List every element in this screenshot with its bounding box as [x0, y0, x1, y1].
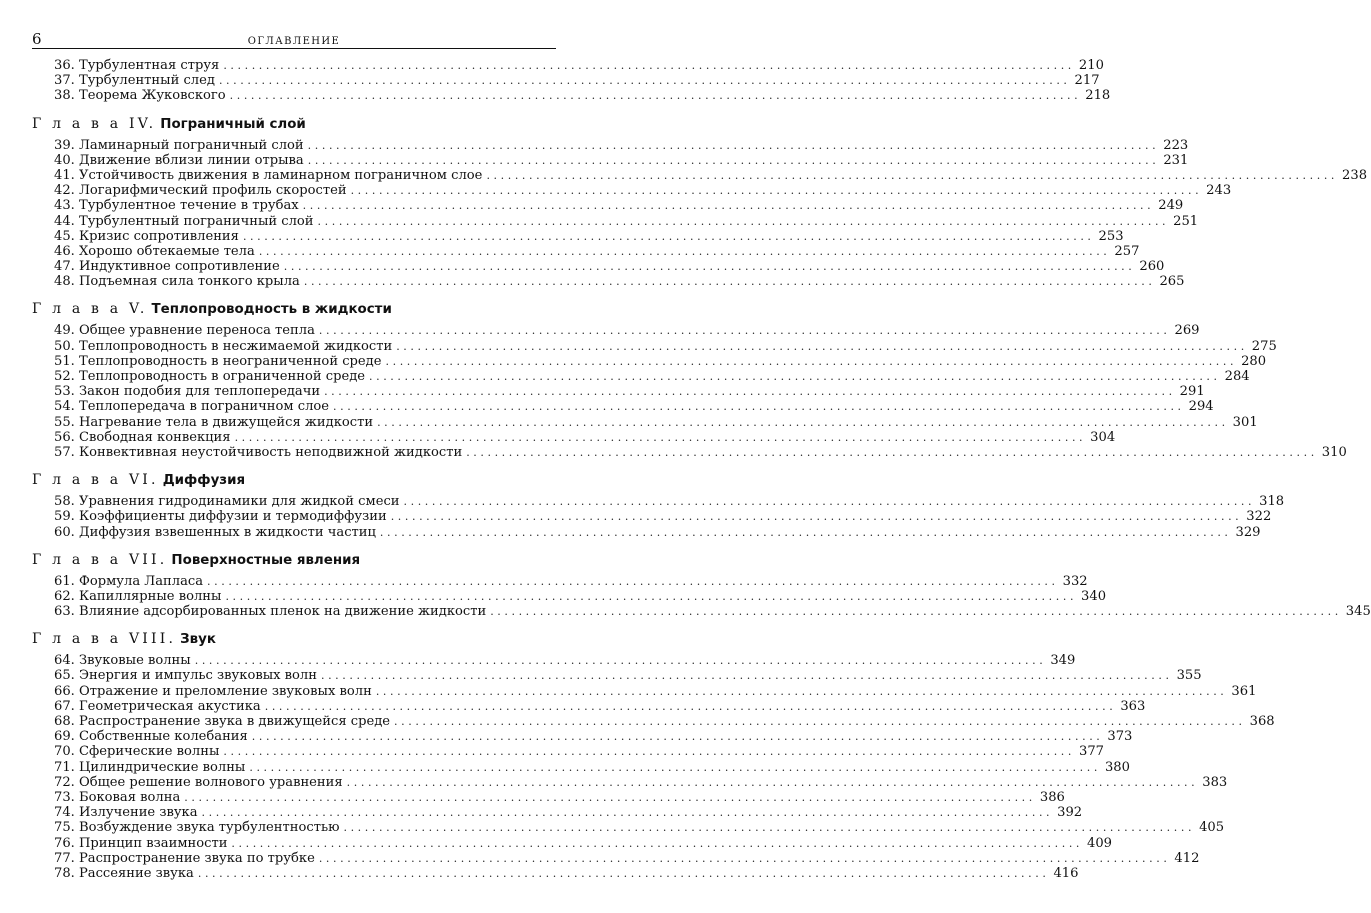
toc-entry-page: 345 [1345, 604, 1371, 620]
dot-leader: ........................................................................................................................ [225, 589, 1078, 603]
toc-entry-page: 318 [1259, 494, 1285, 510]
toc-entry[interactable] [32, 805, 1083, 821]
toc-entry[interactable] [32, 744, 1104, 760]
toc-entry-title: 37. Турбулентный след [54, 73, 215, 89]
dot-leader: ........................................................................................................................ [318, 324, 1171, 338]
toc-entry[interactable] [32, 573, 1088, 589]
dot-leader: ........................................................................................................................ [396, 339, 1248, 353]
toc-entry-title: 76. Принцип взаимности [54, 835, 228, 851]
toc-entry[interactable] [32, 353, 1267, 369]
toc-entry-page: 210 [1078, 58, 1104, 73]
dot-leader: ........................................................................................................................ [303, 275, 1156, 289]
dot-leader: ........................................................................................................................ [486, 168, 1339, 182]
toc-entry-title: 71. Цилиндрические волны [54, 759, 246, 775]
chapter-heading [32, 471, 556, 489]
toc-entry-page: 251 [1173, 213, 1199, 229]
toc-entry-title: 41. Устойчивость движения в ламинарном пограничном слое [54, 167, 483, 183]
toc-entry[interactable] [32, 274, 1185, 290]
toc-entry-page: 249 [1158, 198, 1184, 214]
dot-leader: ........................................................................................................................ [324, 385, 1176, 399]
toc-entry-title: 48. Подъемная сила тонкого крыла [54, 274, 300, 290]
toc-entry[interactable] [32, 338, 1277, 354]
toc-entry[interactable] [32, 850, 1200, 866]
dot-leader: ........................................................................................................................ [317, 214, 1170, 228]
toc-entry-title: 59. Коэффициенты диффузии и термодиффузии [54, 509, 387, 525]
dot-leader: ........................................................................................................................ [343, 821, 1196, 835]
toc-entry-page: 310 [1321, 444, 1347, 460]
dot-leader: ........................................................................................................................ [377, 415, 1229, 429]
toc-entry-title: 44. Турбулентный пограничный слой [54, 213, 314, 229]
toc-entry-page: 380 [1104, 759, 1130, 775]
toc-entry-page: 340 [1081, 588, 1107, 604]
toc-entry-page: 373 [1107, 729, 1133, 745]
toc-entry-page: 284 [1224, 369, 1250, 384]
dot-leader: ........................................................................................................................ [223, 59, 1075, 72]
dot-leader: ........................................................................................................................ [466, 445, 1318, 459]
toc-entry-page: 291 [1179, 384, 1205, 400]
toc-entry[interactable] [32, 429, 1116, 445]
toc-entry-title: 64. Звуковые волны [54, 653, 191, 669]
toc-entry-page: 280 [1241, 353, 1267, 369]
dot-leader: ........................................................................................................................ [307, 153, 1160, 167]
dot-leader: ........................................................................................................................ [197, 866, 1050, 880]
dot-leader: ........................................................................................................................ [184, 790, 1036, 804]
chapter-label: Г л а в а VIII. [32, 631, 177, 648]
toc-entry-title: 60. Диффузия взвешенных в жидкости частиц [54, 524, 376, 540]
toc-entry-title: 62. Капиллярные волны [54, 588, 222, 604]
toc-entry[interactable] [32, 444, 1347, 460]
toc-entry[interactable] [32, 714, 1275, 729]
toc-entry-title: 77. Распространение звука по трубке [54, 850, 315, 866]
toc-entry-page: 412 [1174, 850, 1200, 866]
toc-entry[interactable] [32, 198, 1184, 214]
table-of-contents [32, 58, 1371, 881]
toc-entry-page: 269 [1174, 323, 1200, 339]
dot-leader: ........................................................................................................................ [264, 699, 1117, 713]
toc-entry-title: 68. Распространение звука в движущейся среде [54, 714, 391, 729]
toc-entry-title: 61. Формула Лапласа [54, 573, 204, 589]
toc-entry[interactable] [32, 183, 1232, 199]
dot-leader: ........................................................................................................................ [194, 654, 1047, 668]
toc-entry-title: 46. Хорошо обтекаемые тела [54, 243, 255, 259]
dot-leader: ........................................................................................................................ [201, 806, 1054, 820]
toc-entry-title: 58. Уравнения гидродинамики для жидкой смеси [54, 494, 400, 510]
toc-entry[interactable] [32, 759, 1130, 775]
dot-leader: ........................................................................................................................ [234, 430, 1087, 444]
toc-entry[interactable] [32, 384, 1205, 400]
toc-entry-page: 265 [1159, 274, 1185, 290]
toc-entry-title: 38. Теорема Жуковского [54, 88, 226, 104]
toc-entry-title: 57. Конвективная неустойчивость неподвижной жидкости [54, 444, 463, 460]
toc-entry[interactable] [32, 835, 1113, 851]
toc-entry[interactable] [32, 588, 1107, 604]
toc-entry[interactable] [32, 698, 1146, 714]
toc-entry-title: 55. Нагревание тела в движущейся жидкости [54, 414, 374, 430]
toc-entry-page: 238 [1342, 167, 1368, 183]
running-title: ОГЛАВЛЕНИЕ [247, 36, 341, 47]
toc-entry-page: 231 [1163, 152, 1189, 168]
dot-leader: ........................................................................................................................ [379, 525, 1232, 539]
dot-leader: ........................................................................................................................ [385, 354, 1238, 368]
dot-leader: ........................................................................................................................ [251, 730, 1104, 744]
toc-entry-page: 275 [1251, 338, 1277, 354]
toc-entry-page: 386 [1039, 789, 1065, 805]
toc-entry[interactable] [32, 399, 1214, 415]
page-number: 6 [32, 30, 42, 48]
toc-entry[interactable] [32, 414, 1258, 430]
dot-leader: ........................................................................................................................ [346, 775, 1199, 789]
toc-entry[interactable] [32, 683, 1257, 699]
toc-entry-title: 52. Теплопроводность в ограниченной среде [54, 369, 366, 384]
toc-entry[interactable] [32, 369, 1250, 384]
toc-entry-page: 368 [1249, 714, 1275, 729]
dot-leader: ........................................................................................................................ [258, 244, 1111, 258]
toc-entry-page: 322 [1246, 509, 1272, 525]
toc-entry[interactable] [32, 58, 1104, 73]
dot-leader: ........................................................................................................................ [403, 495, 1256, 509]
toc-entry[interactable] [32, 509, 1272, 525]
dot-leader: ........................................................................................................................ [218, 74, 1071, 88]
dot-leader: ........................................................................................................................ [242, 229, 1095, 243]
toc-entry-title: 50. Теплопроводность в несжимаемой жидкости [54, 338, 393, 354]
toc-entry[interactable] [32, 259, 1165, 275]
dot-leader: ........................................................................................................................ [350, 184, 1203, 198]
toc-entry[interactable] [32, 228, 1124, 244]
toc-entry-page: 405 [1199, 820, 1225, 836]
toc-entry[interactable] [32, 820, 1225, 836]
dot-leader: ........................................................................................................................ [307, 138, 1160, 152]
toc-entry-page: 243 [1206, 183, 1232, 199]
toc-entry[interactable] [32, 137, 1189, 153]
toc-entry-title: 72. Общее решение волнового уравнения [54, 774, 343, 790]
toc-entry-page: 257 [1114, 243, 1140, 259]
toc-entry-title: 40. Движение вблизи линии отрыва [54, 152, 304, 168]
toc-entry-title: 69. Собственные колебания [54, 729, 248, 745]
toc-entry-page: 355 [1176, 668, 1202, 684]
toc-entry[interactable] [32, 774, 1228, 790]
toc-entry-page: 383 [1202, 774, 1228, 790]
dot-leader: ........................................................................................................................ [320, 669, 1173, 683]
toc-entry-title: 53. Закон подобия для теплопередачи [54, 384, 321, 400]
toc-entry[interactable] [32, 524, 1261, 540]
dot-leader: ........................................................................................................................ [394, 715, 1246, 728]
toc-entry[interactable] [32, 604, 1371, 620]
toc-entry-title: 65. Энергия и импульс звуковых волн [54, 668, 317, 684]
dot-leader: ........................................................................................................................ [223, 745, 1075, 759]
dot-leader: ........................................................................................................................ [231, 836, 1084, 850]
chapter-label: Г л а в а IV. [32, 115, 157, 132]
dot-leader: ........................................................................................................................ [283, 260, 1136, 274]
toc-entry[interactable] [32, 668, 1202, 684]
toc-entry[interactable] [32, 494, 1285, 510]
toc-entry-page: 332 [1062, 573, 1088, 589]
chapter-title: Пограничный слой [160, 116, 306, 132]
toc-entry-title: 73. Боковая волна [54, 789, 181, 805]
toc-entry-page: 217 [1074, 73, 1100, 89]
dot-leader: ........................................................................................................................ [318, 851, 1171, 865]
toc-entry[interactable] [32, 88, 1111, 104]
toc-entry[interactable] [32, 213, 1199, 229]
toc-entry-title: 42. Логарифмический профиль скоростей [54, 183, 347, 199]
toc-entry-title: 56. Свободная конвекция [54, 429, 231, 445]
dot-leader: ........................................................................................................................ [490, 605, 1342, 619]
toc-entry[interactable] [32, 167, 1368, 183]
chapter-label: Г л а в а VI. [32, 472, 159, 489]
toc-entry-page: 223 [1163, 137, 1189, 153]
toc-entry-page: 260 [1139, 259, 1165, 275]
toc-entry-title: 39. Ламинарный пограничный слой [54, 137, 304, 153]
toc-entry-title: 45. Кризис сопротивления [54, 228, 239, 244]
toc-entry[interactable] [32, 73, 1100, 89]
dot-leader: ........................................................................................................................ [302, 199, 1155, 213]
toc-entry[interactable] [32, 243, 1140, 259]
chapter-label: Г л а в а V. [32, 301, 148, 318]
toc-entry-page: 363 [1120, 698, 1146, 714]
toc-entry-title: 66. Отражение и преломление звуковых волн [54, 683, 372, 699]
toc-entry-title: 63. Влияние адсорбированных пленок на движение жидкости [54, 604, 487, 620]
toc-entry-title: 75. Возбуждение звука турбулентностью [54, 820, 340, 836]
toc-entry-title: 49. Общее уравнение переноса тепла [54, 323, 315, 339]
toc-entry-page: 377 [1079, 744, 1104, 760]
toc-entry-title: 43. Турбулентное течение в трубах [54, 198, 299, 214]
chapter-heading [32, 300, 556, 318]
toc-entry-page: 218 [1085, 88, 1111, 104]
toc-entry-page: 301 [1232, 414, 1258, 430]
toc-entry[interactable] [32, 323, 1200, 339]
toc-entry-title: 54. Теплопередача в пограничном слое [54, 399, 330, 415]
chapter-title: Звук [180, 632, 216, 648]
chapter-heading [32, 630, 556, 648]
toc-entry-title: 47. Индуктивное сопротивление [54, 259, 280, 275]
running-header [32, 30, 556, 49]
chapter-label: Г л а в а VII. [32, 551, 168, 568]
dot-leader: ........................................................................................................................ [333, 400, 1185, 414]
toc-entry[interactable] [32, 653, 1076, 669]
toc-entry-page: 409 [1087, 835, 1113, 851]
book-page [32, 30, 1371, 881]
dot-leader: ........................................................................................................................ [390, 510, 1243, 524]
toc-entry-title: 78. Рассеяние звука [54, 865, 194, 881]
toc-entry-page: 349 [1050, 653, 1076, 669]
chapter-title: Поверхностные явления [171, 552, 361, 568]
toc-entry-title: 36. Турбулентная струя [54, 58, 220, 73]
chapter-title: Диффузия [162, 473, 246, 489]
toc-entry[interactable] [32, 789, 1065, 805]
toc-entry-title: 51. Теплопроводность в неограниченной среде [54, 353, 382, 369]
dot-leader: ........................................................................................................................ [375, 684, 1228, 698]
chapter-title: Теплопроводность в жидкости [151, 302, 392, 318]
dot-leader: ........................................................................................................................ [249, 760, 1101, 774]
chapter-heading [32, 551, 556, 569]
toc-entry-page: 294 [1188, 399, 1214, 415]
dot-leader: ........................................................................................................................ [229, 89, 1082, 103]
toc-entry-title: 70. Сферические волны [54, 744, 220, 760]
toc-entry-page: 392 [1057, 805, 1083, 821]
toc-entry-page: 361 [1231, 683, 1257, 699]
toc-entry[interactable] [32, 729, 1133, 745]
dot-leader: ........................................................................................................................ [369, 370, 1221, 383]
toc-entry-page: 253 [1098, 228, 1124, 244]
toc-entry-title: 67. Геометрическая акустика [54, 698, 261, 714]
toc-entry[interactable] [32, 865, 1079, 881]
chapter-heading [32, 115, 556, 133]
toc-entry-page: 329 [1235, 524, 1261, 540]
toc-entry-title: 74. Излучение звука [54, 805, 198, 821]
toc-entry-page: 416 [1053, 865, 1079, 881]
toc-entry-page: 304 [1090, 429, 1116, 445]
dot-leader: ........................................................................................................................ [207, 574, 1059, 588]
toc-entry[interactable] [32, 152, 1189, 168]
